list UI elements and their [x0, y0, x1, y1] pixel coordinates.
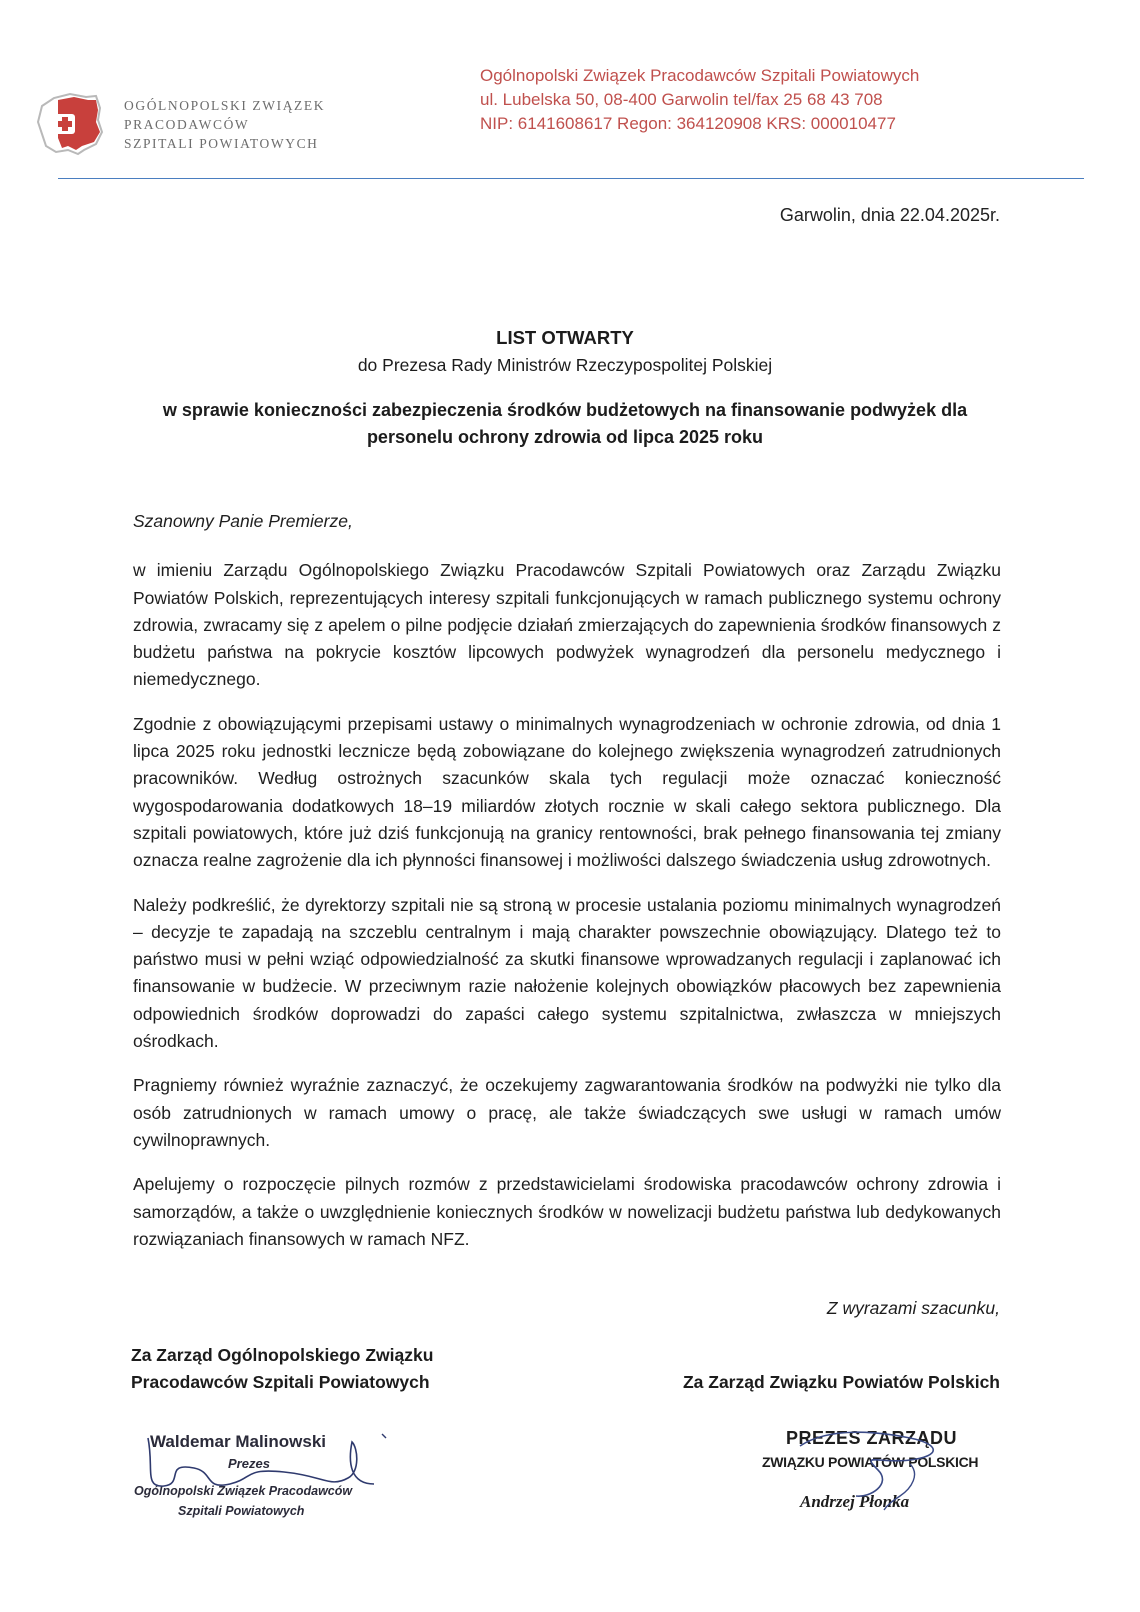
contact-org-line: Ogólnopolski Związek Pracodawców Szpitali Powiatowych — [480, 66, 920, 85]
signatory-left-line: Za Zarząd Ogólnopolskiego Związku — [131, 1345, 434, 1365]
letter-title: LIST OTWARTY — [496, 327, 634, 348]
stamp-right-role: PREZES ZARZĄDU — [786, 1428, 958, 1448]
letter-subject: w sprawie konieczności zabezpieczenia środków budżetowych na finansowanie podwyżek dla personelu ochrony zdrowia od lipca 2025 roku — [162, 400, 968, 447]
title-block — [130, 325, 1000, 451]
contact-block — [480, 64, 919, 136]
stamp-right-org: ZWIĄZKU POWIATÓW POLSKICH — [762, 1454, 979, 1470]
organization-name — [124, 96, 325, 153]
stamp-left — [134, 1428, 404, 1524]
letter-date: Garwolin, dnia 22.04.2025r. — [779, 205, 1000, 225]
letter-body — [133, 508, 1001, 1270]
body-paragraph: Apelujemy o rozpoczęcie pilnych rozmów z przedstawicielami środowiska pracodawców ochrony zdrowia i samorządów, a także o uwzględnienie koniecznych środków w nowelizacji budżetu państwa lub dedykowanych rozwiązaniach finansowych w ramach NFZ. — [133, 1174, 1001, 1249]
stamp-left-org: Ogólnopolski Związek Pracodawców — [134, 1484, 353, 1498]
signatory-left-line: Pracodawców Szpitali Powiatowych — [131, 1372, 430, 1393]
contact-address-line: ul. Lubelska 50, 08-400 Garwolin tel/fax 25 68 43 708 — [480, 90, 883, 109]
stamp-right-name: Andrzej Płonka — [800, 1492, 910, 1511]
org-name-line: SZPITALI POWIATOWYCH — [124, 136, 319, 151]
stamp-right — [760, 1426, 1010, 1516]
stamp-left-role: Prezes — [228, 1456, 270, 1471]
closing-phrase: Z wyrazami szacunku, — [826, 1298, 1000, 1318]
body-paragraph: Należy podkreślić, że dyrektorzy szpitali nie są stroną w procesie ustalania poziomu minimalnych wynagrodzeń – decyzje te zapadają na szczeblu centralnym i mają charakter powszechnie obowiązujący. Dlatego też to państwo musi w pełni wziąć odpowiedzialność za skutki finansowe wprowadzanych regulacji i zaplanować ich finansowanie w budżecie. W przeciwnym razie nałożenie kolejnych obowiązków płacowych bez zapewnienia odpowiednich środków doprowadzi do zapaści całego systemu szpitalnictwa, zwłaszcza w mniejszych ośrodkach. — [133, 894, 1001, 1052]
contact-registry-line: NIP: 6141608617 Regon: 364120908 KRS: 000010477 — [480, 114, 896, 133]
signatory-right: Za Zarząd Związku Powiatów Polskich — [682, 1372, 1000, 1392]
org-name-line: PRACODAWCÓW — [124, 117, 250, 132]
stamp-left-name: Waldemar Malinowski — [150, 1432, 327, 1451]
signatory-left — [131, 1342, 433, 1397]
letter-addressee: do Prezesa Rady Ministrów Rzeczypospolitej Polskiej — [357, 355, 773, 375]
stamp-left-org: Szpitali Powiatowych — [178, 1504, 305, 1518]
body-paragraph: Zgodnie z obowiązującymi przepisami ustawy o minimalnych wynagrodzeniach w ochronie zdrowia, od dnia 1 lipca 2025 roku jednostki lecznicze będą zobowiązane do kolejnego zwiększenia wynagrodzeń zatrudnionych pracowników. Według ostrożnych szacunków skala tych regulacji może oznaczać konieczność wygospodarowania dodatkowych 18–19 miliardów złotych rocznie w skali całego sektora publicznego. Dla szpitali powiatowych, które już dziś funkcjonują na granicy rentowności, brak pełnego finansowania tej zmiany oznacza realne zagrożenie dla ich płynności finansowej i możliwości dalszego świadczenia usług zdrowotnych. — [133, 713, 1001, 871]
poland-map-red-cross-icon — [34, 88, 104, 158]
body-paragraph: Pragniemy również wyraźnie zaznaczyć, że oczekujemy zagwarantowania środków na podwyżki nie tylko dla osób zatrudnionych w ramach umowy o pracę, ale także świadczących swe usługi w ramach umów cywilnoprawnych. — [133, 1075, 1001, 1150]
salutation: Szanowny Panie Premierze, — [133, 511, 353, 531]
header-divider — [58, 178, 1084, 179]
body-paragraph: w imieniu Zarządu Ogólnopolskiego Związku Pracodawców Szpitali Powiatowych oraz Zarządu Związku Powiatów Polskich, reprezentujących interesy szpitali funkcjonujących w ramach publicznego systemu ochrony zdrowia, zwracamy się z apelem o pilne podjęcie działań zmierzających do zapewnienia środków finansowych z budżetu państwa na pokrycie kosztów lipcowych podwyżek wynagrodzeń dla personelu medycznego i niemedycznego. — [133, 560, 1001, 690]
org-name-line: OGÓLNOPOLSKI ZWIĄZEK — [124, 98, 326, 113]
